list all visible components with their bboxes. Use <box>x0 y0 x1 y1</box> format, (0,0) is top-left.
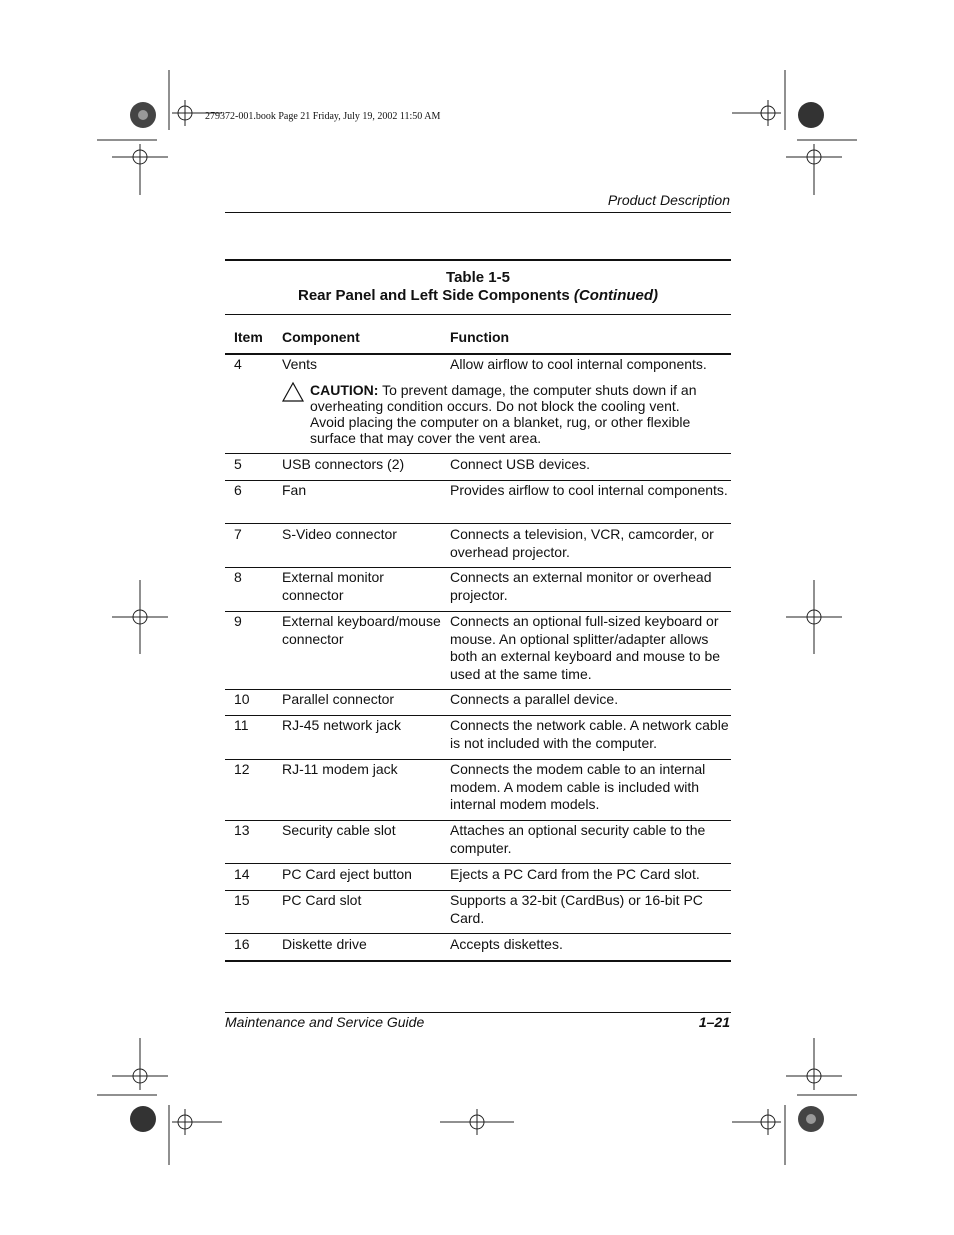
table-title: Rear Panel and Left Side Components (Continued) <box>297 287 659 304</box>
cell-function: Attaches an optional security cable to the computer. <box>450 822 706 856</box>
cell-component: Security cable slot <box>282 822 396 838</box>
cell-component: Vents <box>282 356 318 372</box>
cell-function: Allow airflow to cool internal components. <box>450 356 707 372</box>
cell-component: USB connectors (2) <box>282 456 405 472</box>
print-slug: 279372-001.book Page 21 Friday, July 19, 2002 11:50 AM <box>205 111 441 122</box>
row-separator <box>225 890 731 891</box>
column-header-component: Component <box>282 329 360 345</box>
cell-component: Diskette drive <box>282 936 367 952</box>
row-separator <box>225 611 731 612</box>
cell-function: Provides airflow to cool internal components. <box>450 482 728 498</box>
cell-component: S-Video connector <box>282 526 397 542</box>
row-separator <box>225 820 731 821</box>
header-rule <box>225 212 731 213</box>
footer-rule <box>225 1012 731 1013</box>
footer-title: Maintenance and Service Guide <box>225 1014 425 1030</box>
row-separator <box>225 523 731 524</box>
row-separator <box>225 567 731 568</box>
row-separator <box>225 689 731 690</box>
cell-component: External keyboard/mouse connector <box>282 613 441 647</box>
page-number: 1–21 <box>698 1014 730 1030</box>
column-header-function: Function <box>450 329 510 345</box>
column-header-rule <box>225 353 731 355</box>
cell-component: RJ-45 network jack <box>282 717 402 733</box>
caution-triangle-icon <box>283 383 303 401</box>
cell-function: Connect USB devices. <box>450 456 591 472</box>
cell-item: 14 <box>234 866 250 882</box>
cell-item: 8 <box>234 569 242 585</box>
cell-function: Connects an external monitor or overhead projector. <box>450 569 712 603</box>
table-number: Table 1-5 <box>446 269 510 286</box>
row-separator <box>225 933 731 934</box>
cell-function: Connects a parallel device. <box>450 691 619 707</box>
cell-component: PC Card slot <box>282 892 362 908</box>
cell-component: Fan <box>282 482 307 498</box>
row-separator <box>225 453 731 454</box>
cell-function: Accepts diskettes. <box>450 936 563 952</box>
column-header-item: Item <box>234 329 263 345</box>
cell-item: 12 <box>234 761 250 777</box>
cell-item: 13 <box>234 822 250 838</box>
cell-item: 16 <box>234 936 250 952</box>
cell-function: Supports a 32-bit (CardBus) or 16-bit PC Card. <box>450 892 703 926</box>
cell-component: PC Card eject button <box>282 866 412 882</box>
cell-item: 9 <box>234 613 242 629</box>
cell-component: Parallel connector <box>282 691 395 707</box>
row-separator <box>225 715 731 716</box>
cell-function: Connects the network cable. A network cable is not included with the computer. <box>450 717 729 751</box>
caution-note: CAUTION: To prevent damage, the computer shuts down if an overheating condition occurs. Do not block the cooling vent. Avoid placing the computer on a blanket, rug, or other flexible surface that may cover the vent area. <box>310 382 697 446</box>
cell-function: Connects an optional full-sized keyboard or mouse. An optional splitter/adapter allows both an external keyboard and mouse to be used at the same time. <box>450 613 721 682</box>
cell-function: Connects the modem cable to an internal modem. A modem cable is included with internal modem models. <box>450 761 706 812</box>
row-separator <box>225 960 731 962</box>
row-separator <box>225 480 731 481</box>
cell-function: Connects a television, VCR, camcorder, or overhead projector. <box>450 526 714 560</box>
cell-component: External monitor connector <box>282 569 384 603</box>
cell-item: 7 <box>234 526 242 542</box>
cell-item: 4 <box>234 356 242 372</box>
cell-component: RJ-11 modem jack <box>282 761 398 777</box>
table-top-rule <box>225 259 731 261</box>
row-separator <box>225 759 731 760</box>
cell-item: 6 <box>234 482 242 498</box>
running-header: Product Description <box>607 192 730 208</box>
title-rule <box>225 314 731 315</box>
cell-item: 10 <box>234 691 250 707</box>
cell-item: 5 <box>234 456 242 472</box>
row-separator <box>225 863 731 864</box>
cell-item: 11 <box>234 717 249 733</box>
cell-function: Ejects a PC Card from the PC Card slot. <box>450 866 700 882</box>
cell-item: 15 <box>234 892 250 908</box>
